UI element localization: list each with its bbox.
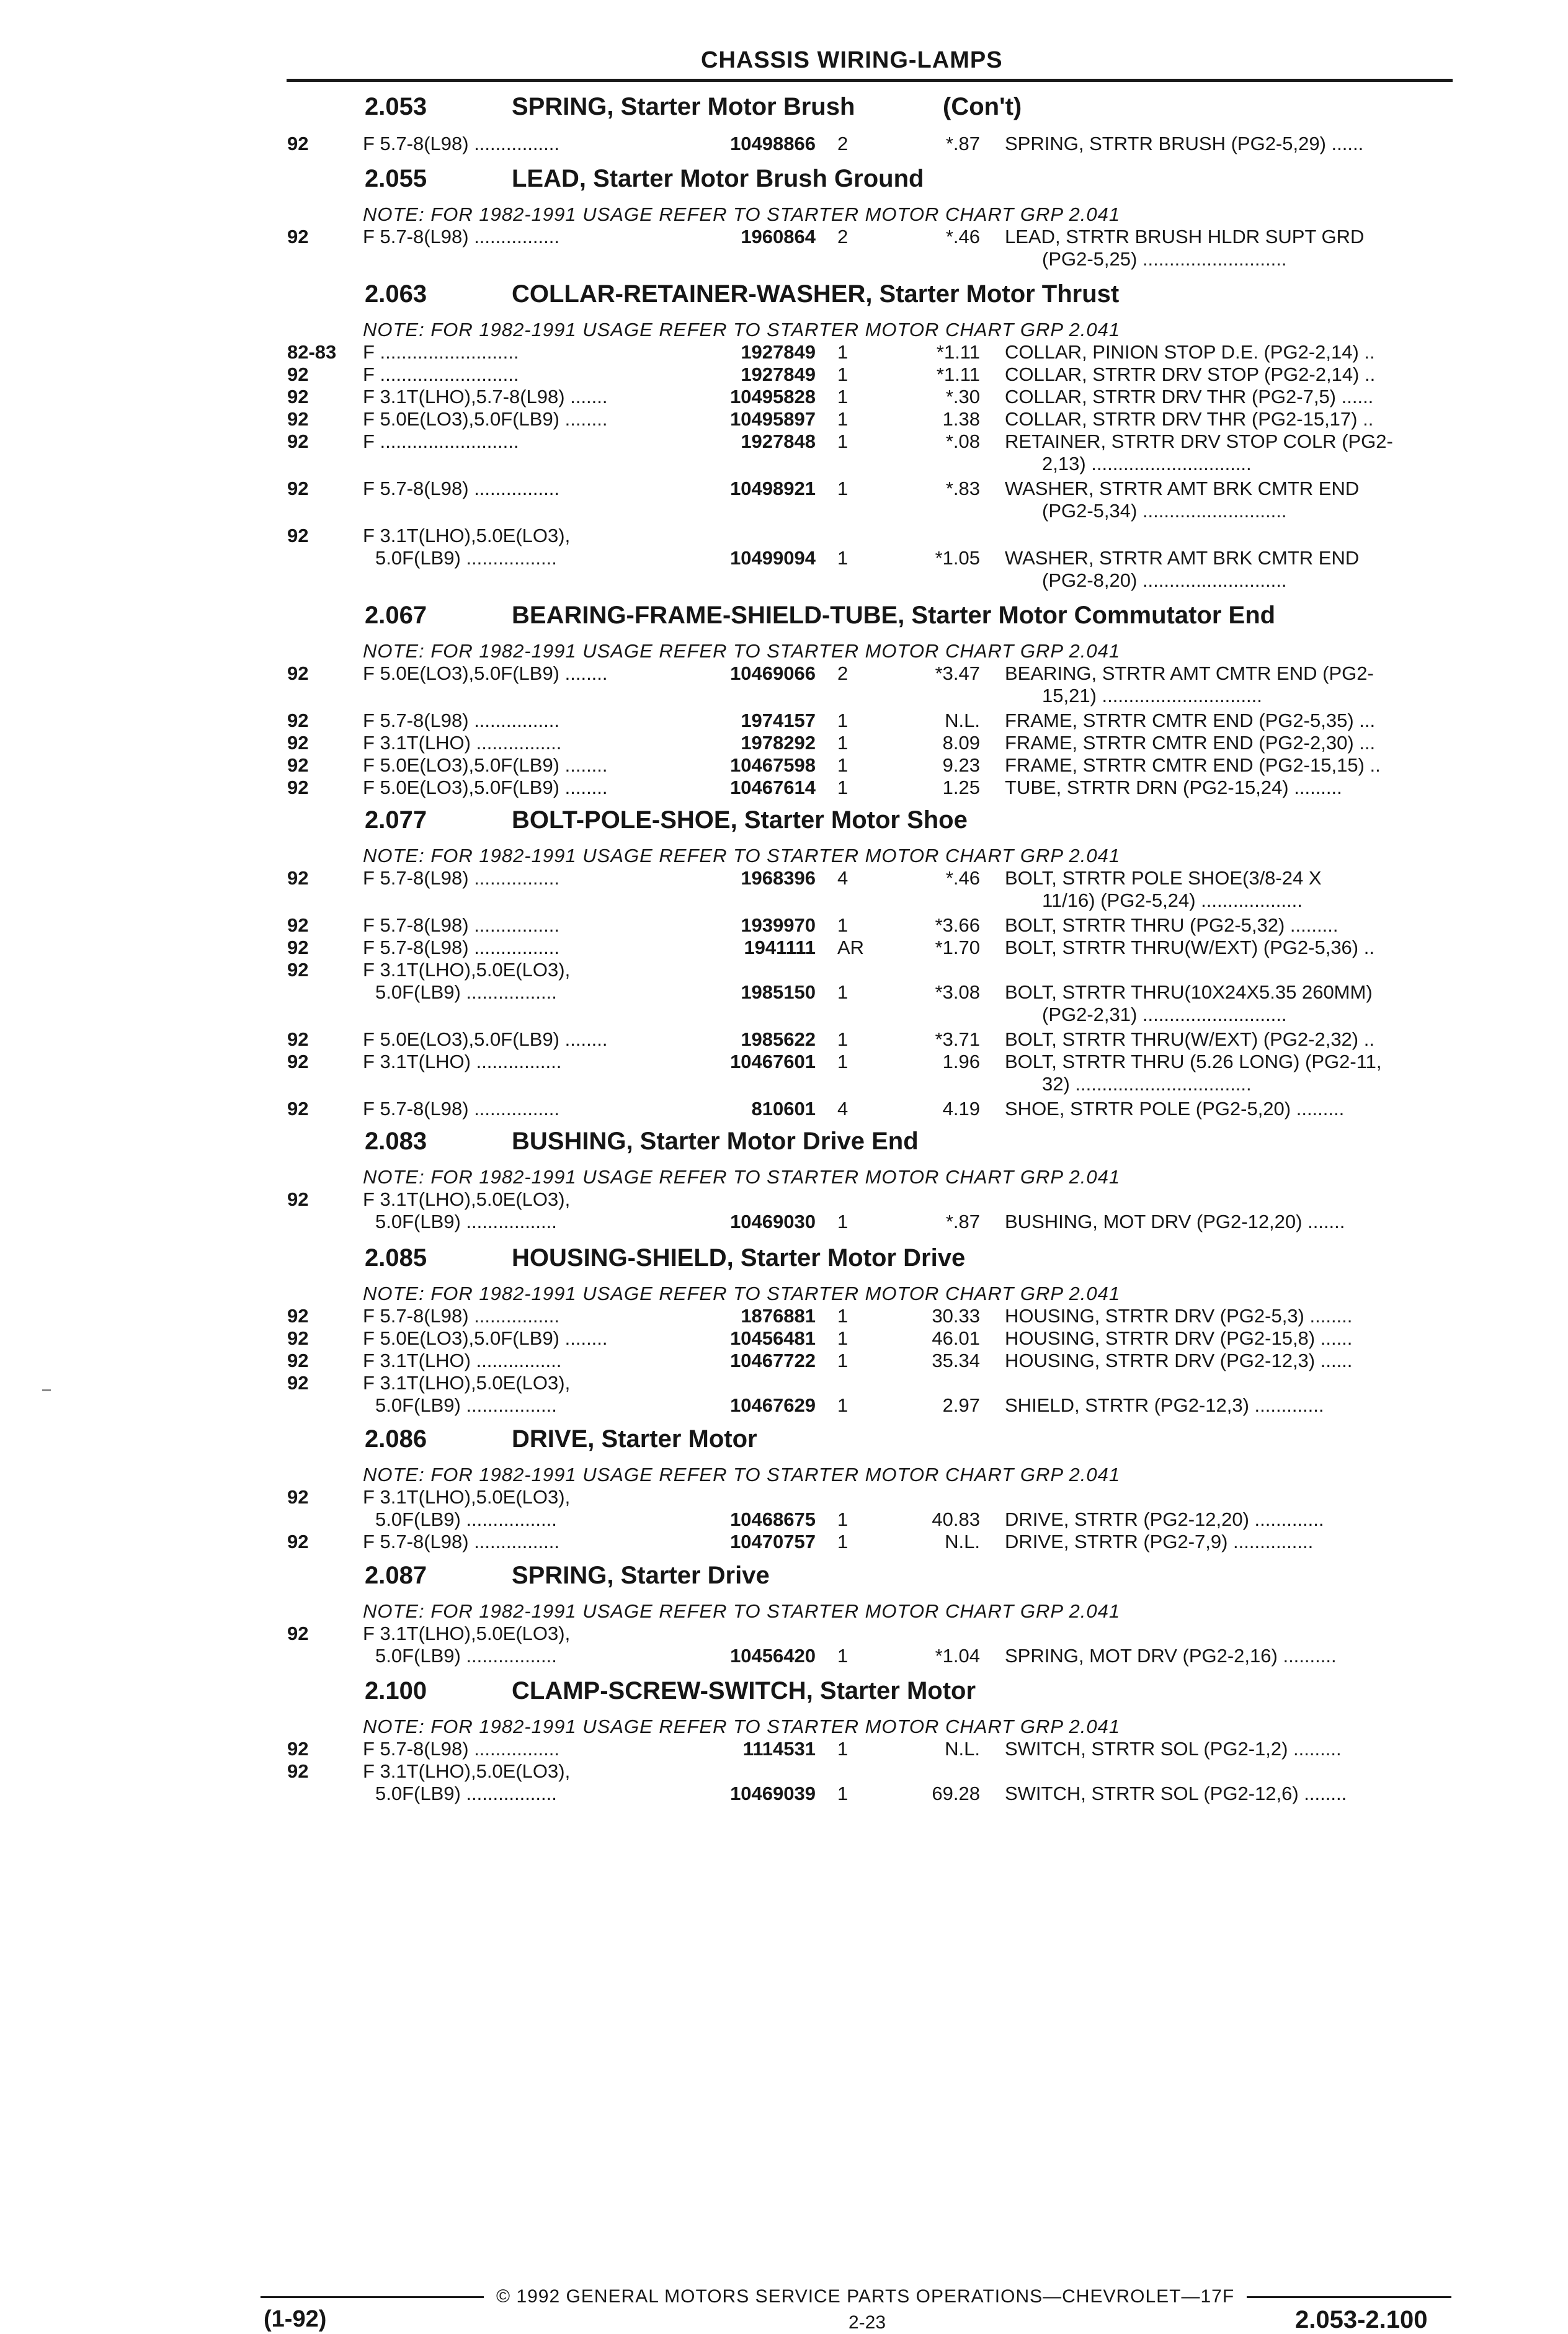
footer-group-range: 2.053-2.100 xyxy=(1295,2306,1428,2333)
part-number: 1927849 xyxy=(741,363,816,385)
price: N.L. xyxy=(945,1531,980,1552)
part-description-continued: (PG2-8,20) ........................... xyxy=(1042,569,1287,591)
price: *.46 xyxy=(945,867,980,889)
section-number: 2.077 xyxy=(365,806,427,834)
part-description: BOLT, STRTR THRU(W/EXT) (PG2-5,36) .. xyxy=(1005,937,1374,958)
price: 1.25 xyxy=(942,777,980,798)
price: *.46 xyxy=(945,226,980,247)
section-header xyxy=(0,165,1489,197)
application-continued: 5.0F(LB9) ................. xyxy=(375,981,557,1003)
part-row xyxy=(0,777,1489,799)
part-number: 10467614 xyxy=(730,777,816,798)
quantity: 4 xyxy=(837,1098,849,1120)
price: *.08 xyxy=(945,430,980,452)
part-row xyxy=(0,1531,1489,1553)
section-header xyxy=(0,1677,1489,1709)
part-description-continued-row xyxy=(0,889,1489,912)
quantity: 1 xyxy=(837,386,849,408)
application-continued: 5.0F(LB9) ................. xyxy=(375,1211,557,1232)
model-year: 92 xyxy=(287,914,309,936)
application: F 5.0E(LO3),5.0F(LB9) ........ xyxy=(363,754,608,776)
part-description: COLLAR, STRTR DRV THR (PG2-15,17) .. xyxy=(1005,408,1374,430)
application: F 3.1T(LHO),5.0E(LO3), xyxy=(363,525,571,546)
application: F 5.7-8(L98) ................ xyxy=(363,1098,559,1120)
part-row xyxy=(0,1327,1489,1350)
model-year: 92 xyxy=(287,662,309,684)
quantity: 4 xyxy=(837,867,849,889)
model-year: 92 xyxy=(287,386,309,408)
part-number: 10469066 xyxy=(730,662,816,684)
application: F 5.0E(LO3),5.0F(LB9) ........ xyxy=(363,408,608,430)
model-year: 92 xyxy=(287,1327,309,1349)
section-number: 2.087 xyxy=(365,1562,427,1589)
part-number: 10456420 xyxy=(730,1645,816,1667)
part-number: 1941111 xyxy=(744,937,816,958)
price: 8.09 xyxy=(942,732,980,754)
part-description-continued-row xyxy=(0,453,1489,475)
quantity: 1 xyxy=(837,754,849,776)
model-year: 92 xyxy=(287,1623,309,1644)
quantity: 1 xyxy=(837,732,849,754)
part-number: 10468675 xyxy=(730,1508,816,1530)
part-description-continued-row xyxy=(0,1073,1489,1095)
application: F 5.0E(LO3),5.0F(LB9) ........ xyxy=(363,1327,608,1349)
model-year: 92 xyxy=(287,1350,309,1371)
price: *.87 xyxy=(945,133,980,154)
price: *1.05 xyxy=(935,547,980,569)
price: *1.11 xyxy=(936,341,980,363)
model-year: 92 xyxy=(287,777,309,798)
model-year: 92 xyxy=(287,1305,309,1327)
part-description-continued: 15,21) .............................. xyxy=(1042,685,1262,706)
section-note: NOTE: FOR 1982-1991 USAGE REFER TO STARTER MOTOR CHART GRP 2.041 xyxy=(363,845,1121,866)
model-year: 92 xyxy=(287,478,309,499)
part-row xyxy=(0,732,1489,754)
part-description: WASHER, STRTR AMT BRK CMTR END xyxy=(1005,478,1360,499)
part-row xyxy=(0,386,1489,408)
part-row xyxy=(0,867,1489,889)
part-number: 1960864 xyxy=(741,226,816,247)
part-description: FRAME, STRTR CMTR END (PG2-2,30) ... xyxy=(1005,732,1376,754)
part-row xyxy=(0,1486,1489,1508)
part-description: SPRING, STRTR BRUSH (PG2-5,29) ...... xyxy=(1005,133,1364,154)
part-number: 1985622 xyxy=(741,1028,816,1050)
application: F 5.7-8(L98) ................ xyxy=(363,226,559,247)
section-header xyxy=(0,602,1489,634)
part-row xyxy=(0,408,1489,430)
model-year: 82-83 xyxy=(287,341,337,363)
part-row xyxy=(0,914,1489,937)
price: 4.19 xyxy=(942,1098,980,1120)
quantity: 1 xyxy=(837,914,849,936)
application: F .......................... xyxy=(363,363,519,385)
section-header xyxy=(0,1128,1489,1160)
model-year: 92 xyxy=(287,1760,309,1782)
application: F 3.1T(LHO),5.0E(LO3), xyxy=(363,959,571,981)
footer-rule-left xyxy=(261,2296,484,2298)
part-description: HOUSING, STRTR DRV (PG2-15,8) ...... xyxy=(1005,1327,1353,1349)
price: *3.71 xyxy=(935,1028,980,1050)
quantity: 1 xyxy=(837,547,849,569)
part-description-continued-row xyxy=(0,685,1489,707)
part-description-continued: (PG2-5,34) ........................... xyxy=(1042,500,1287,522)
part-number: 10467598 xyxy=(730,754,816,776)
part-row xyxy=(0,226,1489,248)
part-row xyxy=(0,1051,1489,1073)
section-number: 2.086 xyxy=(365,1425,427,1453)
part-description: BOLT, STRTR THRU (5.26 LONG) (PG2-11, xyxy=(1005,1051,1382,1072)
quantity: 1 xyxy=(837,1327,849,1349)
quantity: 1 xyxy=(837,1783,849,1804)
quantity: 2 xyxy=(837,662,849,684)
quantity: 1 xyxy=(837,478,849,499)
part-description: LEAD, STRTR BRUSH HLDR SUPT GRD xyxy=(1005,226,1365,247)
price: 2.97 xyxy=(942,1394,980,1416)
application: F 3.1T(LHO) ................ xyxy=(363,1350,562,1371)
price: 9.23 xyxy=(942,754,980,776)
quantity: 1 xyxy=(837,1350,849,1371)
part-row xyxy=(0,1372,1489,1394)
section-number: 2.063 xyxy=(365,280,427,308)
price: 35.34 xyxy=(932,1350,980,1371)
quantity: 1 xyxy=(837,777,849,798)
part-row xyxy=(0,1305,1489,1327)
quantity: 1 xyxy=(837,1028,849,1050)
part-description: FRAME, STRTR CMTR END (PG2-5,35) ... xyxy=(1005,710,1376,731)
price: 69.28 xyxy=(932,1783,980,1804)
price: 1.96 xyxy=(942,1051,980,1072)
part-description: DRIVE, STRTR (PG2-12,20) ............. xyxy=(1005,1508,1324,1530)
part-description-continued-row xyxy=(0,248,1489,270)
margin-mark xyxy=(42,1389,51,1391)
part-number: 810601 xyxy=(751,1098,816,1120)
part-description-continued: (PG2-2,31) ........................... xyxy=(1042,1004,1287,1025)
application: F 3.1T(LHO),5.0E(LO3), xyxy=(363,1372,571,1394)
quantity: 1 xyxy=(837,1211,849,1232)
application: F 3.1T(LHO),5.0E(LO3), xyxy=(363,1623,571,1644)
application-continued: 5.0F(LB9) ................. xyxy=(375,1645,557,1667)
part-number: 1114531 xyxy=(742,1738,816,1760)
application: F 5.7-8(L98) ................ xyxy=(363,710,559,731)
footer-copyright: © 1992 GENERAL MOTORS SERVICE PARTS OPERATIONS—CHEVROLET—17F xyxy=(496,2286,1235,2307)
part-description: COLLAR, STRTR DRV THR (PG2-7,5) ...... xyxy=(1005,386,1374,408)
model-year: 92 xyxy=(287,1051,309,1072)
section-note: NOTE: FOR 1982-1991 USAGE REFER TO STARTER MOTOR CHART GRP 2.041 xyxy=(363,1283,1121,1304)
part-row xyxy=(0,478,1489,500)
section-title: BEARING-FRAME-SHIELD-TUBE, Starter Motor Commutator End xyxy=(512,602,1276,629)
application: F .......................... xyxy=(363,430,519,452)
price: *1.11 xyxy=(936,363,980,385)
footer-page-number: 2-23 xyxy=(849,2312,886,2333)
part-row xyxy=(0,363,1489,386)
application: F 5.7-8(L98) ................ xyxy=(363,937,559,958)
application: F 3.1T(LHO) ................ xyxy=(363,732,562,754)
model-year: 92 xyxy=(287,1028,309,1050)
part-row xyxy=(0,1350,1489,1372)
section-note: NOTE: FOR 1982-1991 USAGE REFER TO STARTER MOTOR CHART GRP 2.041 xyxy=(363,203,1121,225)
application: F 5.0E(LO3),5.0F(LB9) ........ xyxy=(363,1028,608,1050)
section-title: SPRING, Starter Drive xyxy=(512,1562,770,1589)
part-number: 10456481 xyxy=(730,1327,816,1349)
application: F 5.0E(LO3),5.0F(LB9) ........ xyxy=(363,662,608,684)
part-row xyxy=(0,754,1489,777)
price: *1.04 xyxy=(935,1645,980,1667)
header-rule xyxy=(287,79,1453,82)
model-year: 92 xyxy=(287,1372,309,1394)
section-title: SPRING, Starter Motor Brush xyxy=(512,93,855,120)
section-title: COLLAR-RETAINER-WASHER, Starter Motor Thrust xyxy=(512,280,1120,308)
part-description-continued: 32) ................................. xyxy=(1042,1073,1252,1095)
part-description: BUSHING, MOT DRV (PG2-12,20) ....... xyxy=(1005,1211,1345,1232)
section-note: NOTE: FOR 1982-1991 USAGE REFER TO STARTER MOTOR CHART GRP 2.041 xyxy=(363,640,1121,662)
footer-revision-date: (1-92) xyxy=(264,2306,327,2332)
section-number: 2.100 xyxy=(365,1677,427,1704)
part-number: 1978292 xyxy=(741,732,816,754)
section-note: NOTE: FOR 1982-1991 USAGE REFER TO STARTER MOTOR CHART GRP 2.041 xyxy=(363,319,1121,341)
part-row xyxy=(0,1188,1489,1211)
part-description-continued: 11/16) (PG2-5,24) ................... xyxy=(1042,889,1303,911)
part-row-continued xyxy=(0,1645,1489,1667)
quantity: AR xyxy=(837,937,865,958)
part-row-continued xyxy=(0,1783,1489,1805)
part-number: 1985150 xyxy=(741,981,816,1003)
part-description-continued: 2,13) .............................. xyxy=(1042,453,1252,474)
application: F 5.0E(LO3),5.0F(LB9) ........ xyxy=(363,777,608,798)
quantity: 1 xyxy=(837,408,849,430)
section-number: 2.067 xyxy=(365,602,427,629)
price: *3.47 xyxy=(935,662,980,684)
part-description: SWITCH, STRTR SOL (PG2-1,2) ......... xyxy=(1005,1738,1342,1760)
price: 46.01 xyxy=(932,1327,980,1349)
price: *.30 xyxy=(945,386,980,408)
quantity: 1 xyxy=(837,1531,849,1552)
application: F 5.7-8(L98) ................ xyxy=(363,914,559,936)
part-number: 10467601 xyxy=(730,1051,816,1072)
part-row xyxy=(0,959,1489,981)
application: F 5.7-8(L98) ................ xyxy=(363,867,559,889)
section-continued-label: (Con't) xyxy=(943,93,1022,120)
application-continued: 5.0F(LB9) ................. xyxy=(375,1394,557,1416)
part-number: 1876881 xyxy=(741,1305,816,1327)
quantity: 1 xyxy=(837,1508,849,1530)
part-row xyxy=(0,1738,1489,1760)
part-description: HOUSING, STRTR DRV (PG2-12,3) ...... xyxy=(1005,1350,1353,1371)
application: F 3.1T(LHO),5.0E(LO3), xyxy=(363,1188,571,1210)
model-year: 92 xyxy=(287,133,309,154)
part-description: TUBE, STRTR DRN (PG2-15,24) ......... xyxy=(1005,777,1342,798)
part-description: SPRING, MOT DRV (PG2-2,16) .......... xyxy=(1005,1645,1337,1667)
section-note: NOTE: FOR 1982-1991 USAGE REFER TO STARTER MOTOR CHART GRP 2.041 xyxy=(363,1716,1121,1737)
section-title: HOUSING-SHIELD, Starter Motor Drive xyxy=(512,1244,966,1272)
part-number: 10495828 xyxy=(730,386,816,408)
part-row xyxy=(0,133,1489,155)
quantity: 1 xyxy=(837,981,849,1003)
section-note: NOTE: FOR 1982-1991 USAGE REFER TO STARTER MOTOR CHART GRP 2.041 xyxy=(363,1464,1121,1485)
part-row xyxy=(0,341,1489,363)
section-title: BOLT-POLE-SHOE, Starter Motor Shoe xyxy=(512,806,968,834)
part-number: 10495897 xyxy=(730,408,816,430)
application: F 3.1T(LHO) ................ xyxy=(363,1051,562,1072)
model-year: 92 xyxy=(287,1738,309,1760)
model-year: 92 xyxy=(287,867,309,889)
part-description: DRIVE, STRTR (PG2-7,9) ............... xyxy=(1005,1531,1314,1552)
part-description-continued: (PG2-5,25) ........................... xyxy=(1042,248,1287,270)
model-year: 92 xyxy=(287,226,309,247)
part-number: 10499094 xyxy=(730,547,816,569)
part-description: BOLT, STRTR THRU (PG2-5,32) ......... xyxy=(1005,914,1339,936)
part-row-continued xyxy=(0,1211,1489,1233)
part-row xyxy=(0,710,1489,732)
model-year: 92 xyxy=(287,1531,309,1552)
section-header xyxy=(0,93,1489,125)
part-number: 1927849 xyxy=(741,341,816,363)
model-year: 92 xyxy=(287,363,309,385)
part-description: SWITCH, STRTR SOL (PG2-12,6) ........ xyxy=(1005,1783,1347,1804)
part-number: 10467629 xyxy=(730,1394,816,1416)
quantity: 1 xyxy=(837,710,849,731)
section-header xyxy=(0,1244,1489,1276)
application-continued: 5.0F(LB9) ................. xyxy=(375,547,557,569)
section-note: NOTE: FOR 1982-1991 USAGE REFER TO STARTER MOTOR CHART GRP 2.041 xyxy=(363,1600,1121,1622)
part-number: 1939970 xyxy=(741,914,816,936)
part-row xyxy=(0,1760,1489,1783)
application: F 3.1T(LHO),5.7-8(L98) ....... xyxy=(363,386,608,408)
quantity: 1 xyxy=(837,1305,849,1327)
price: *3.08 xyxy=(935,981,980,1003)
application: F 5.7-8(L98) ................ xyxy=(363,1531,559,1552)
section-number: 2.083 xyxy=(365,1128,427,1155)
quantity: 1 xyxy=(837,1051,849,1072)
part-number: 10470757 xyxy=(730,1531,816,1552)
model-year: 92 xyxy=(287,1098,309,1120)
price: *3.66 xyxy=(935,914,980,936)
application-continued: 5.0F(LB9) ................. xyxy=(375,1508,557,1530)
price: *.83 xyxy=(945,478,980,499)
model-year: 92 xyxy=(287,408,309,430)
quantity: 1 xyxy=(837,1738,849,1760)
section-header xyxy=(0,1425,1489,1458)
part-description: BOLT, STRTR THRU(10X24X5.35 260MM) xyxy=(1005,981,1373,1003)
section-title: DRIVE, Starter Motor xyxy=(512,1425,757,1453)
section-number: 2.055 xyxy=(365,165,427,192)
model-year: 92 xyxy=(287,430,309,452)
section-title: CLAMP-SCREW-SWITCH, Starter Motor xyxy=(512,1677,976,1704)
part-description: BEARING, STRTR AMT CMTR END (PG2- xyxy=(1005,662,1374,684)
quantity: 1 xyxy=(837,430,849,452)
part-row xyxy=(0,1028,1489,1051)
part-number: 1968396 xyxy=(741,867,816,889)
price: 40.83 xyxy=(932,1508,980,1530)
model-year: 92 xyxy=(287,959,309,981)
section-title: BUSHING, Starter Motor Drive End xyxy=(512,1128,919,1155)
quantity: 2 xyxy=(837,133,849,154)
section-note: NOTE: FOR 1982-1991 USAGE REFER TO STARTER MOTOR CHART GRP 2.041 xyxy=(363,1166,1121,1188)
part-row xyxy=(0,525,1489,547)
part-description: BOLT, STRTR THRU(W/EXT) (PG2-2,32) .. xyxy=(1005,1028,1374,1050)
part-row-continued xyxy=(0,1394,1489,1417)
part-description: COLLAR, STRTR DRV STOP (PG2-2,14) .. xyxy=(1005,363,1376,385)
model-year: 92 xyxy=(287,1486,309,1508)
part-description-continued-row xyxy=(0,500,1489,522)
part-row xyxy=(0,430,1489,453)
quantity: 1 xyxy=(837,341,849,363)
price: 1.38 xyxy=(942,408,980,430)
part-number: 10498921 xyxy=(730,478,816,499)
application: F 3.1T(LHO),5.0E(LO3), xyxy=(363,1486,571,1508)
model-year: 92 xyxy=(287,732,309,754)
quantity: 2 xyxy=(837,226,849,247)
part-row-continued xyxy=(0,981,1489,1004)
application: F 3.1T(LHO),5.0E(LO3), xyxy=(363,1760,571,1782)
price: N.L. xyxy=(945,710,980,731)
part-description-continued-row xyxy=(0,569,1489,592)
part-description-continued-row xyxy=(0,1004,1489,1026)
application: F 5.7-8(L98) ................ xyxy=(363,1738,559,1760)
application: F 5.7-8(L98) ................ xyxy=(363,133,559,154)
quantity: 1 xyxy=(837,1645,849,1667)
section-header xyxy=(0,280,1489,313)
application: F 5.7-8(L98) ................ xyxy=(363,478,559,499)
section-header xyxy=(0,1562,1489,1594)
model-year: 92 xyxy=(287,937,309,958)
part-description: COLLAR, PINION STOP D.E. (PG2-2,14) .. xyxy=(1005,341,1375,363)
part-row xyxy=(0,1623,1489,1645)
quantity: 1 xyxy=(837,363,849,385)
part-number: 1927848 xyxy=(741,430,816,452)
model-year: 92 xyxy=(287,525,309,546)
price: 30.33 xyxy=(932,1305,980,1327)
page-header-title: CHASSIS WIRING-LAMPS xyxy=(701,47,1003,73)
part-number: 10498866 xyxy=(730,133,816,154)
application: F .......................... xyxy=(363,341,519,363)
part-number: 10467722 xyxy=(730,1350,816,1371)
part-number: 10469030 xyxy=(730,1211,816,1232)
part-description: BOLT, STRTR POLE SHOE(3/8-24 X xyxy=(1005,867,1322,889)
part-row-continued xyxy=(0,547,1489,569)
application: F 5.7-8(L98) ................ xyxy=(363,1305,559,1327)
section-title: LEAD, Starter Motor Brush Ground xyxy=(512,165,924,192)
section-number: 2.053 xyxy=(365,93,427,120)
footer-rule-right xyxy=(1247,2296,1451,2298)
part-description: SHOE, STRTR POLE (PG2-5,20) ......... xyxy=(1005,1098,1345,1120)
part-row xyxy=(0,662,1489,685)
model-year: 92 xyxy=(287,710,309,731)
section-header xyxy=(0,806,1489,839)
price: *.87 xyxy=(945,1211,980,1232)
model-year: 92 xyxy=(287,1188,309,1210)
part-description: SHIELD, STRTR (PG2-12,3) ............. xyxy=(1005,1394,1324,1416)
part-number: 10469039 xyxy=(730,1783,816,1804)
section-number: 2.085 xyxy=(365,1244,427,1272)
part-description: HOUSING, STRTR DRV (PG2-5,3) ........ xyxy=(1005,1305,1353,1327)
part-number: 1974157 xyxy=(741,710,816,731)
price: N.L. xyxy=(945,1738,980,1760)
part-row-continued xyxy=(0,1508,1489,1531)
price: *1.70 xyxy=(935,937,980,958)
quantity: 1 xyxy=(837,1394,849,1416)
part-description: WASHER, STRTR AMT BRK CMTR END xyxy=(1005,547,1360,569)
part-description: FRAME, STRTR CMTR END (PG2-15,15) .. xyxy=(1005,754,1381,776)
part-description: RETAINER, STRTR DRV STOP COLR (PG2- xyxy=(1005,430,1393,452)
part-row xyxy=(0,937,1489,959)
model-year: 92 xyxy=(287,754,309,776)
part-row xyxy=(0,1098,1489,1120)
application-continued: 5.0F(LB9) ................. xyxy=(375,1783,557,1804)
